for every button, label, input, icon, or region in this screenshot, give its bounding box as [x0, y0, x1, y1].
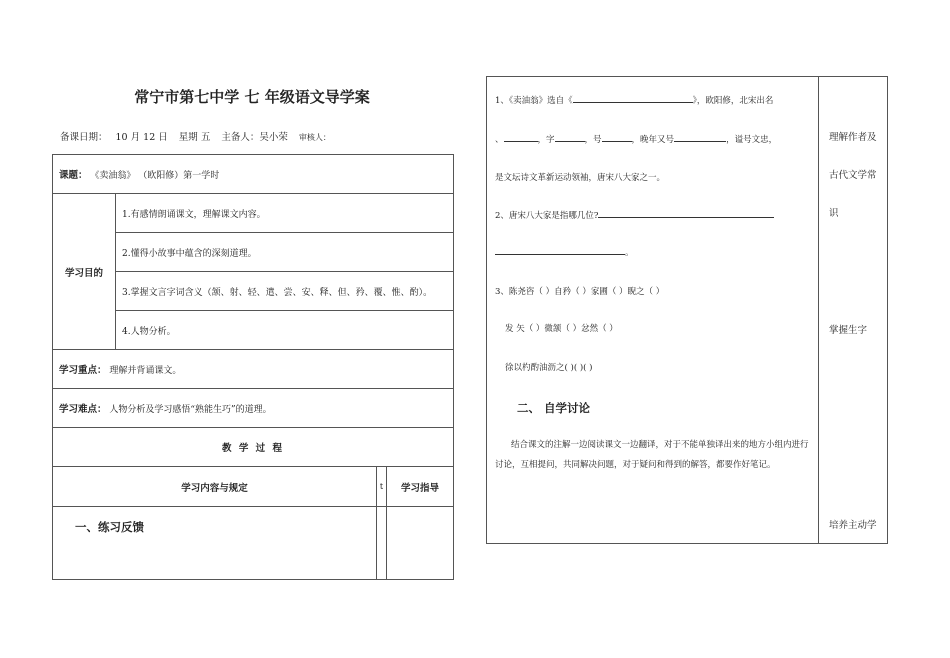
section1-cell [53, 507, 377, 580]
q2-text: 2、唐宋八大家是指哪几位? [495, 211, 599, 221]
blank-field[interactable] [674, 132, 726, 142]
q1-line2 [495, 132, 777, 145]
q1-text: ，字 [537, 135, 555, 145]
blank-field[interactable] [598, 208, 774, 218]
difficulty-label: 学习难点： [59, 404, 107, 415]
blank-field[interactable] [573, 93, 693, 103]
q3-line1: 3、陈尧咨（ ）自矜（ ）家圃（ ）睨之（ ） [495, 287, 665, 297]
keypoint-label: 学习重点： [59, 365, 107, 376]
topic-label: 课题： [59, 170, 88, 181]
col-header-small: t [377, 467, 387, 506]
q1-line3: 是文坛诗文革新运动领袖，唐宋八大家之一。 [495, 173, 666, 183]
section2-heading: 二、 自学讨论 [517, 401, 591, 415]
q1-text: 》，欧阳修，北宋出名 [692, 96, 774, 106]
q1-text: ，号 [584, 135, 602, 145]
preparer: 主备人：吴小荣 [221, 132, 288, 143]
q2-line2 [495, 245, 634, 258]
q2-line1 [495, 208, 774, 221]
keypoint-value: 理解并背诵课文。 [109, 366, 182, 376]
q3-line3: 徐以杓酌油沥之( )( )( ) [505, 363, 593, 373]
goal-item: 3.掌握文言字词含义（颔、射、轻、遣、尝、安、释、但、矜、覆、惟、酌）。 [116, 272, 454, 311]
col-header-guide: 学习指导 [400, 482, 439, 494]
difficulty-value: 人物分析及学习感悟“熟能生巧”的道理。 [109, 405, 272, 415]
side-note: 识 [829, 208, 839, 219]
weekday: 星期 五 [178, 132, 211, 143]
page-title: 常宁市第七中学 七 年级语文导学案 [134, 88, 370, 106]
reviewer: 审核人： [298, 133, 331, 142]
col-header-right [377, 467, 454, 507]
lesson-plan-table [52, 154, 454, 580]
q1-text: 、 [495, 135, 504, 145]
process-heading: 教 学 过 程 [53, 428, 454, 467]
column-divider [818, 77, 819, 543]
q2-text: 。 [625, 248, 634, 258]
side-note: 培养主动学 [829, 520, 877, 531]
topic-value: 《卖油翁》 （欧阳修）第一学时 [90, 171, 220, 181]
difficulty-row [53, 389, 454, 428]
prep-date-label: 备课日期： [60, 132, 108, 143]
prep-date: 10 月 12 日 [115, 132, 168, 143]
discussion-paragraph: 结合课文的注解一边阅读课文一边翻译，对于不能单独译出来的地方小组内进行讨论，互相提问，共同解决问题，对于疑问和得到的解答，都要作好笔记。 [495, 440, 809, 470]
blank-field[interactable] [602, 132, 632, 142]
guide-cell [377, 507, 454, 580]
q3-line2: 发 矢（ ）微颔（ ）忿然（ ） [505, 324, 618, 334]
q1-text: ，谥号文忠， [726, 135, 778, 145]
q1-text: 1、《卖油翁》选自《 [495, 96, 573, 106]
q1-text: ，晚年又号 [631, 135, 675, 145]
blank-field[interactable] [504, 132, 538, 142]
side-note: 古代文学常 [829, 170, 877, 181]
small-col-cell [377, 507, 387, 579]
goal-item: 4.人物分析。 [116, 311, 454, 350]
right-panel [486, 76, 888, 544]
goal-item: 2.懂得小故事中蕴含的深刻道理。 [116, 233, 454, 272]
q1-line1 [495, 93, 773, 106]
col-header-content: 学习内容与规定 [53, 467, 377, 507]
prep-info [60, 129, 339, 143]
goals-label-cell [53, 194, 116, 350]
goal-item: 1.有感情朗诵课文，理解课文内容。 [116, 194, 454, 233]
side-note: 理解作者及 [829, 132, 877, 143]
topic-row [53, 155, 454, 194]
side-note: 掌握生字 [829, 325, 868, 336]
keypoint-row [53, 350, 454, 389]
section1-heading: 一、练习反馈 [75, 520, 144, 534]
goals-label: 学习目的 [64, 267, 103, 279]
blank-field[interactable] [555, 132, 585, 142]
blank-field[interactable] [495, 245, 625, 255]
